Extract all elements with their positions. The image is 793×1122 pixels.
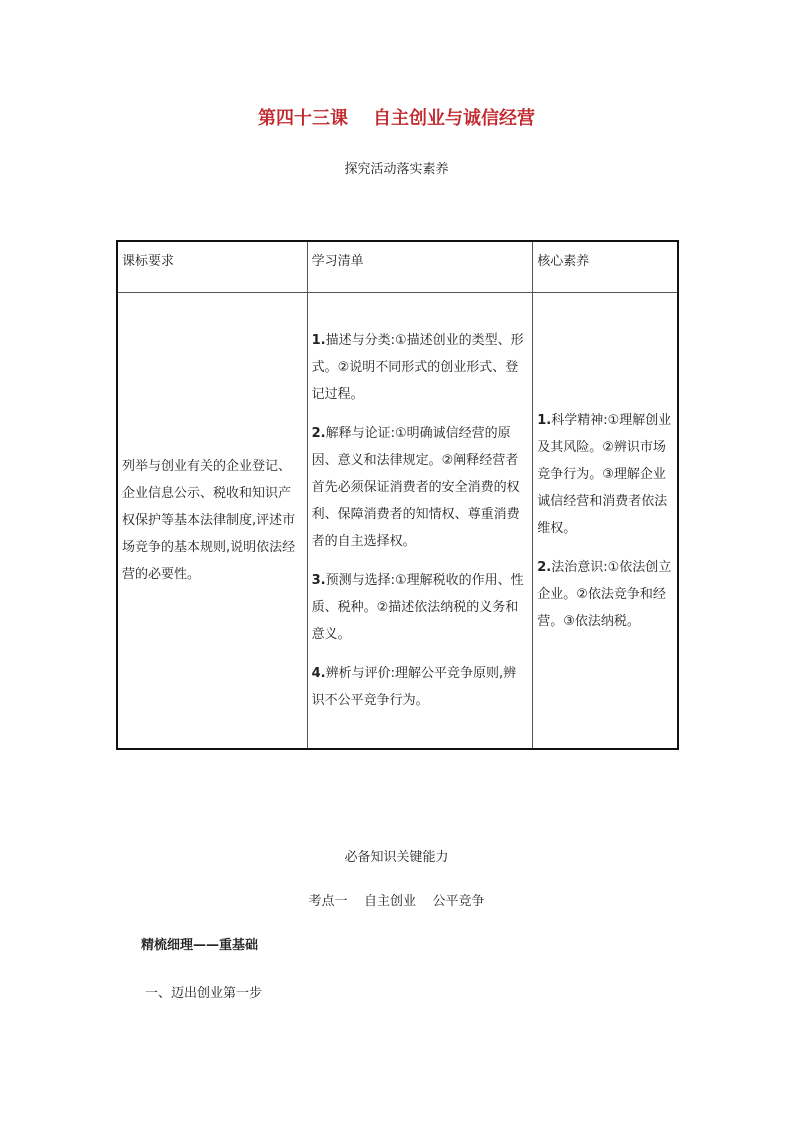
checklist-item: 3.预测与选择:①理解税收的作用、性质、税种。②描述依法纳税的义务和意义。 (311, 573, 524, 642)
literacy-item: 1.科学精神:①理解创业及其风险。②辨识市场竞争行为。③理解企业诚信经营和消费者依法维权。 (537, 412, 672, 536)
header-literacy: 核心素养 (533, 241, 678, 293)
checklist-item: 1.描述与分类:①描述创业的类型、形式。②说明不同形式的创业形式、登记过程。 (311, 333, 524, 402)
table-header-row (117, 241, 678, 293)
literacy-item: 2.法治意识:①依法创立企业。②依法竞争和经营。③依法纳税。 (537, 559, 672, 629)
section-title: 必备知识关键能力 (344, 850, 449, 865)
checklist-item: 2.解释与论证:①明确诚信经营的原因、意义和法律规定。②阐释经营者首先必须保证消费者的安全消费的权利、保障消费者的知情权、尊重消费者的自主选择权。 (311, 426, 520, 549)
curriculum-table (116, 240, 679, 750)
header-checklist: 学习清单 (307, 241, 533, 293)
checklist-cell (307, 293, 533, 750)
list-item-heading: 一、迈出创业第一步 (145, 986, 263, 1001)
header-requirement: 课标要求 (117, 241, 307, 293)
literacy-cell (533, 293, 678, 750)
bold-heading: 精梳细理——重基础 (141, 938, 259, 953)
table-body-row (117, 293, 678, 750)
checklist-item: 4.辨析与评价:理解公平竞争原则,辨识不公平竞争行为。 (311, 666, 517, 708)
topic-title: 考点一 自主创业 公平竞争 (308, 894, 485, 909)
page-title: 第四十三课 自主创业与诚信经营 (257, 108, 536, 129)
requirement-text: 列举与创业有关的企业登记、企业信息公示、税收和知识产权保护等基本法律制度,评述市场竞争的基本规则,说明依法经营的必要性。 (122, 459, 296, 582)
requirement-cell (117, 293, 307, 750)
page-subtitle: 探究活动落实素养 (344, 162, 449, 177)
